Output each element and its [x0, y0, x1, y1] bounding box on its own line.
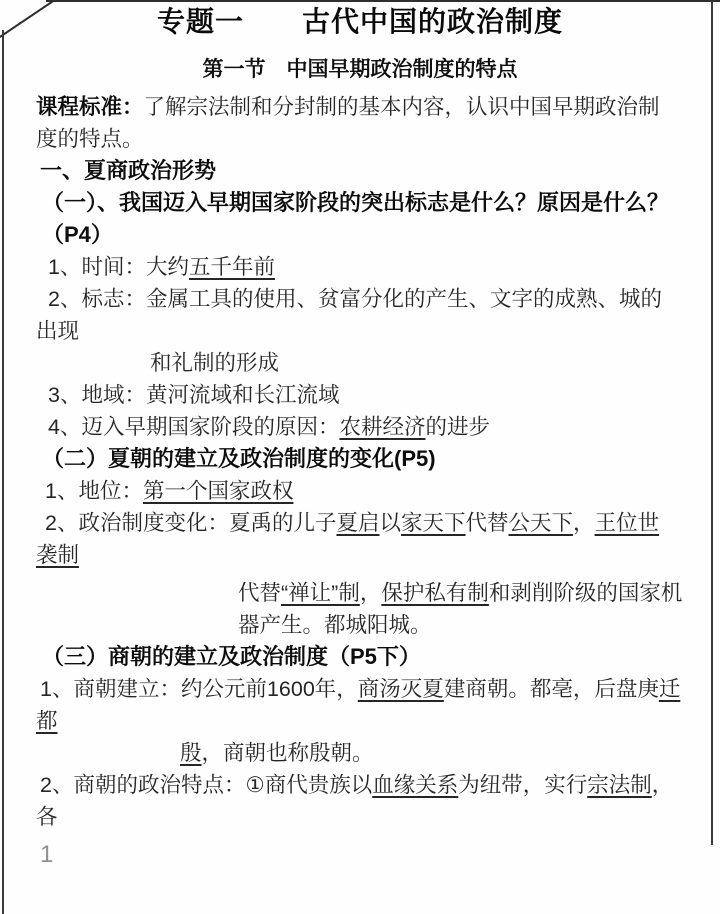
text-segment: 各	[36, 805, 58, 829]
underlined-text-segment: 宗法制	[587, 773, 652, 797]
underlined-text-segment: 王位世	[594, 511, 660, 535]
text-line	[36, 801, 712, 833]
text-segment: （三）商朝的建立及政治制度（P5下）	[42, 644, 421, 669]
text-segment: 代替	[465, 511, 509, 535]
text-line	[36, 475, 712, 507]
text-segment: 4、迈入早期国家阶段的原因：	[48, 415, 340, 439]
underlined-text-segment: 公天下	[508, 511, 574, 535]
text-line	[36, 609, 712, 641]
underlined-text-segment: 袭制	[36, 543, 80, 567]
text-line	[36, 123, 712, 155]
text-line	[36, 379, 712, 411]
text-segment: 出现	[36, 319, 80, 343]
text-line	[36, 673, 712, 705]
underlined-text-segment: 商汤灭夏	[357, 677, 444, 701]
text-segment: 2、政治制度变化：夏禹的儿子	[45, 511, 337, 535]
text-segment: （P4）	[42, 222, 113, 247]
text-segment: 以	[379, 511, 401, 535]
text-segment: 了解宗法制和分封制的基本内容，认识中国早期政治制	[143, 95, 660, 119]
text-line	[36, 539, 712, 571]
text-segment: ，	[573, 511, 595, 535]
text-segment: 2、标志：金属工具的使用、贫富分化的产生、文字的成熟、城的	[48, 287, 662, 311]
underlined-text-segment: 第一个国家政权	[142, 479, 294, 503]
page-subtitle: 第一节 中国早期政治制度的特点	[202, 58, 518, 81]
text-segment: 课程标准：	[36, 95, 144, 119]
underlined-text-segment: 五千年前	[188, 255, 275, 279]
text-line	[36, 283, 712, 315]
underlined-text-segment: 农耕经济	[339, 415, 426, 439]
text-line	[36, 315, 712, 347]
text-segment: ，	[359, 581, 382, 605]
page-edge-left-line	[2, 30, 4, 914]
page-edge-top-line	[46, 0, 720, 2]
text-line	[36, 507, 712, 539]
page-number: 1	[40, 841, 54, 868]
underlined-text-segment: 保护私有制	[381, 581, 489, 605]
text-line	[36, 577, 712, 609]
text-segment: 代替	[238, 581, 282, 605]
heading-line	[36, 187, 712, 219]
underlined-text-segment: 家天下	[401, 511, 466, 535]
underlined-text-segment: “禅让”制	[281, 581, 360, 605]
text-segment: 2、商朝的政治特点：①商代贵族以	[40, 773, 373, 797]
text-line	[36, 737, 712, 769]
text-segment: 1、地位：	[45, 479, 143, 503]
text-line	[36, 411, 712, 443]
text-segment: （二）夏朝的建立及政治制度的变化(P5)	[42, 446, 436, 471]
text-segment: 一、夏商政治形势	[40, 158, 217, 183]
heading-line	[36, 641, 712, 673]
text-segment: ，	[651, 773, 674, 797]
page-edge-right-line	[711, 0, 713, 845]
text-segment: 和剥削阶级的国家机	[488, 581, 683, 605]
text-segment: 的进步	[425, 415, 490, 439]
text-segment: 度的特点。	[36, 127, 144, 151]
text-segment: 3、地域：黄河流域和长江流域	[48, 383, 340, 407]
text-segment: 为纽带，实行	[458, 773, 588, 797]
text-segment: 器产生。都城阳城。	[238, 613, 432, 637]
text-segment: 1、商朝建立：约公元前1600年，	[40, 677, 358, 701]
heading-line	[36, 219, 712, 251]
text-segment: 1、时间：大约	[48, 255, 189, 279]
text-segment: （一）、我国迈入早期国家阶段的突出标志是什么？原因是什么？	[42, 190, 670, 215]
underlined-text-segment: 夏启	[336, 511, 380, 535]
text-segment: ，商朝也称殷朝。	[201, 741, 374, 765]
document-lines	[0, 91, 720, 833]
text-line	[36, 769, 712, 801]
underlined-text-segment: 殷	[180, 741, 202, 765]
text-line	[36, 347, 712, 379]
heading-line	[36, 155, 712, 187]
underlined-text-segment: 血缘关系	[372, 773, 459, 797]
text-segment: 和礼制的形成	[150, 351, 280, 375]
text-segment: 建商朝。都亳，后盘庚	[443, 677, 659, 701]
text-line	[36, 705, 712, 737]
underlined-text-segment: 都	[36, 709, 58, 733]
underlined-text-segment: 迁	[658, 677, 681, 701]
heading-line	[36, 443, 712, 475]
page-title: 专题一 古代中国的政治制度	[156, 6, 563, 37]
text-line	[36, 251, 712, 283]
text-line	[36, 91, 712, 123]
